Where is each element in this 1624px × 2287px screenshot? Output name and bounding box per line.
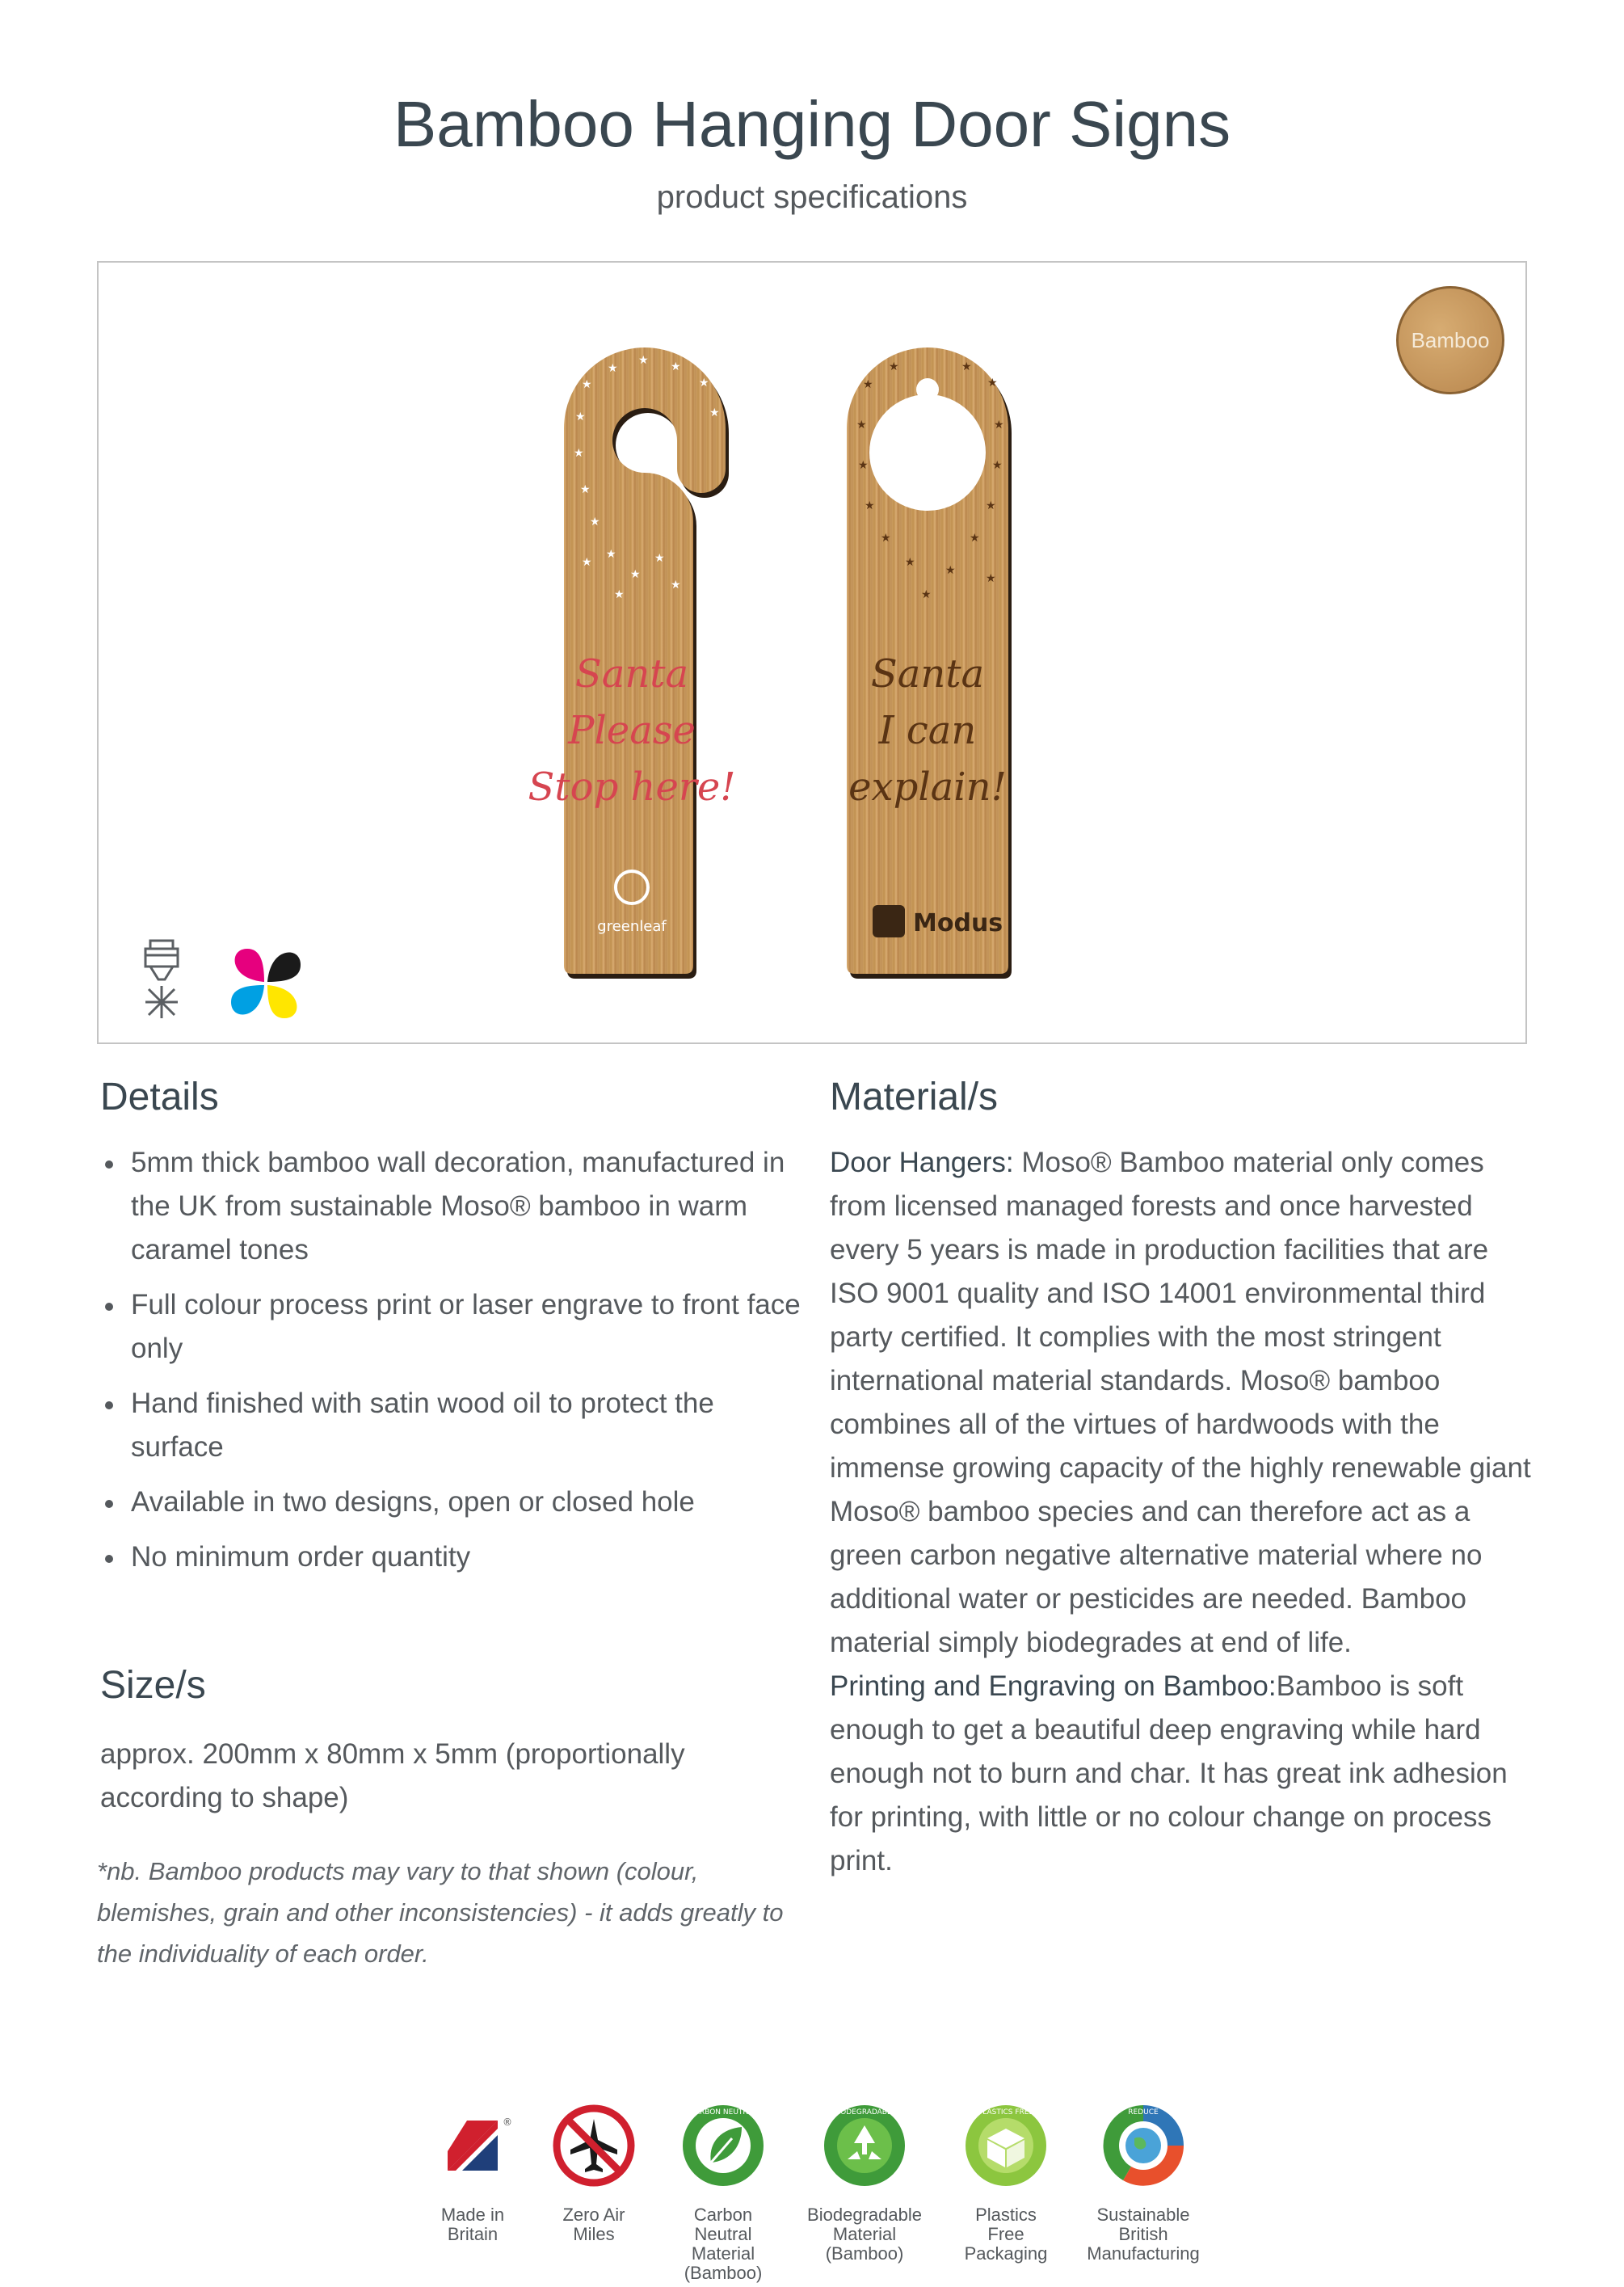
cmyk-print-icon [228, 946, 304, 1021]
svg-text:★: ★ [638, 354, 649, 367]
details-item: Hand finished with satin wood oil to protect the surface [100, 1382, 811, 1469]
modus-logo-text: Modus [913, 909, 1003, 937]
left-sign-line-2: Please [568, 708, 696, 753]
svg-text:★: ★ [582, 378, 592, 391]
printing-engraving-text: Bamboo is soft enough to get a beautiful deep engraving while hard enough not to burn and char. It has great ink adhesion for printing, with little or no colour change on process print. [830, 1670, 1508, 1876]
svg-text:★: ★ [699, 377, 709, 390]
badge-ring-text: PLASTICS FREE [978, 2108, 1034, 2116]
svg-text:★: ★ [671, 360, 681, 373]
left-sign-line-3: Stop here! [528, 764, 736, 810]
svg-text:★: ★ [608, 362, 618, 375]
plastic-free-box-icon [961, 2101, 1050, 2190]
badge-ring-text: REDUCE [1128, 2108, 1159, 2116]
badge-label: Made in Britain [440, 2205, 505, 2244]
left-sign-line-1: Santa [574, 651, 689, 697]
carbon-neutral-leaf-icon [679, 2101, 768, 2190]
details-item: Available in two designs, open or closed hole [100, 1480, 811, 1524]
plastics-free-badge [937, 2101, 1075, 2264]
svg-text:★: ★ [945, 564, 956, 577]
material-heading: Material/s [830, 1076, 999, 1118]
svg-text:★: ★ [709, 406, 720, 419]
svg-text:★: ★ [905, 556, 915, 569]
badge-ring-text: BIODEGRADABLE [833, 2108, 896, 2116]
svg-text:★: ★ [881, 532, 891, 545]
svg-text:★: ★ [970, 532, 980, 545]
svg-text:★: ★ [590, 516, 600, 529]
svg-text:★: ★ [992, 459, 1003, 472]
svg-text:★: ★ [606, 548, 616, 561]
left-door-sign [528, 347, 735, 979]
svg-text:★: ★ [863, 378, 873, 391]
svg-text:★: ★ [856, 419, 867, 432]
svg-text:★: ★ [580, 483, 591, 496]
right-sign-line-2: I can [878, 708, 977, 753]
zero-air-miles-badge [525, 2101, 663, 2244]
right-door-sign [847, 347, 1012, 979]
badge-label: Carbon Neutral Material (Bamboo) [684, 2205, 763, 2283]
biodegradable-badge [796, 2101, 933, 2264]
svg-text:★: ★ [961, 360, 972, 373]
badge-label: Biodegradable Material (Bamboo) [807, 2205, 922, 2264]
svg-text:®: ® [503, 2116, 512, 2128]
greenleaf-logo-text: greenleaf [597, 918, 667, 935]
union-jack-icon [428, 2101, 517, 2190]
svg-text:★: ★ [630, 568, 641, 581]
details-item: Full colour process print or laser engrave to front face only [100, 1283, 811, 1371]
badge-ring-text: CARBON NEUTRAL [689, 2108, 757, 2116]
svg-text:★: ★ [575, 411, 586, 423]
svg-text:★: ★ [986, 572, 996, 585]
svg-text:★: ★ [921, 588, 932, 601]
sustainability-badges [404, 2101, 1212, 2287]
sizes-text: approx. 200mm x 80mm x 5mm (proportionally according to shape) [100, 1738, 685, 1813]
svg-text:★: ★ [987, 377, 998, 390]
svg-text:★: ★ [889, 360, 899, 373]
details-item: No minimum order quantity [100, 1535, 811, 1579]
sustainable-manufacturing-badge [1075, 2101, 1212, 2264]
svg-text:★: ★ [858, 459, 869, 472]
badge-label: Sustainable British Manufacturing [1087, 2205, 1200, 2264]
svg-text:★: ★ [654, 552, 665, 565]
right-sign-line-1: Santa [870, 651, 985, 697]
carbon-neutral-badge [654, 2101, 792, 2283]
disclaimer-note: *nb. Bamboo products may vary to that shown (colour, blemishes, grain and other inconsistencies) - it adds greatly to the individuality of each order. [97, 1857, 784, 1968]
material-description [830, 1141, 1541, 1883]
page-subtitle: product specifications [656, 179, 968, 215]
door-hangers-label: Door Hangers: [830, 1147, 1014, 1178]
biodegradable-recycle-icon [820, 2101, 909, 2190]
badge-label: Plastics Free Packaging [964, 2205, 1048, 2264]
svg-text:★: ★ [986, 499, 996, 512]
no-plane-icon [549, 2101, 638, 2190]
page-title: Bamboo Hanging Door Signs [393, 88, 1231, 160]
material-swatch-label: Bamboo [1411, 327, 1490, 352]
details-list [100, 1141, 811, 1590]
badge-label: Zero Air Miles [562, 2205, 625, 2244]
svg-text:★: ★ [865, 499, 875, 512]
laser-engrave-icon [136, 937, 187, 1021]
details-heading: Details [100, 1076, 219, 1118]
sizes-heading: Size/s [100, 1664, 206, 1707]
right-sign-line-3: explain! [848, 764, 1007, 810]
door-signs-image [528, 339, 1083, 986]
material-swatch [1396, 286, 1504, 394]
door-hangers-text: Moso® Bamboo material only comes from licensed managed forests and once harvested every 5 years is made in production facilities that are ISO 9001 quality and ISO 14001 environmental third party certified. It complies with the most stringent international material standards. Moso® bamboo combines all of the virtues of hardwoods with the immense growing capacity of the highly renewable giant Moso® bamboo species and can therefore act as a green carbon negative alternative material where no additional water or pesticides are needed. Bamboo material simply biodegrades at end of life. [830, 1147, 1531, 1658]
svg-text:★: ★ [582, 556, 592, 569]
svg-text:★: ★ [671, 579, 681, 592]
svg-text:★: ★ [994, 419, 1004, 432]
reduce-reuse-recycle-icon [1099, 2101, 1188, 2190]
details-item: 5mm thick bamboo wall decoration, manufactured in the UK from sustainable Moso® bamboo in warm caramel tones [100, 1141, 811, 1272]
svg-text:★: ★ [574, 447, 584, 460]
svg-text:★: ★ [614, 588, 625, 601]
made-in-britain-badge [404, 2101, 541, 2244]
printing-engraving-label: Printing and Engraving on Bamboo: [830, 1670, 1277, 1702]
